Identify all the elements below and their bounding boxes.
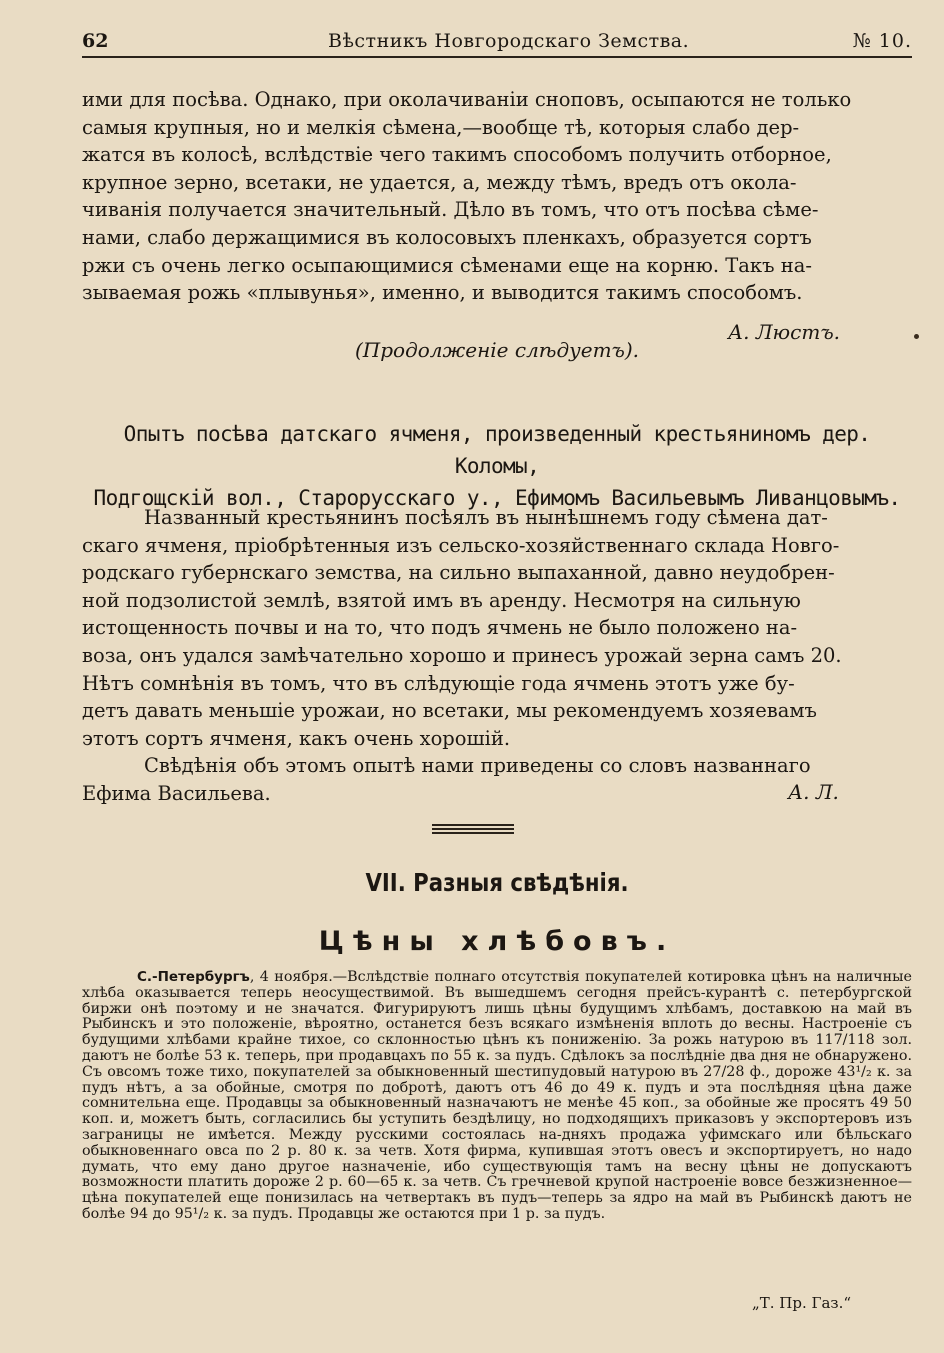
text-line: крупное зерно, всетаки, не удается, а, между тѣмъ, вредъ отъ окола- [82, 170, 797, 194]
article2-text [82, 504, 912, 808]
heading-line: Подгощскій вол., Старорусскаго у., Ефимомъ Васильевымъ Ливанцовымъ. [93, 486, 901, 510]
text-line: чиванія получается значительный. Дѣло въ томъ, что отъ посѣва сѣме- [82, 198, 819, 222]
text-line: ими для посѣва. Однако, при околачиваніи сноповъ, осыпаются не только [82, 88, 852, 111]
text-line: Ефима Васильева. [82, 781, 271, 805]
text-line: ной подзолистой землѣ, взятой имъ въ аренду. Несмотря на сильную [82, 588, 801, 612]
ink-dot [914, 334, 919, 339]
article1-signature: А. Люстъ. [728, 320, 841, 344]
text-line: Свѣдѣнія объ этомъ опытѣ нами приведены со словъ названнаго [144, 754, 811, 778]
text-line: скаго ячменя, пріобрѣтенныя изъ сельско-хозяйственнаго склада Новго- [82, 533, 840, 557]
page-number: 62 [82, 30, 109, 52]
article1-text [82, 86, 912, 307]
text-line: зываемая рожь «плывунья», именно, и выводится такимъ способомъ. [82, 281, 803, 305]
section-separator [432, 824, 514, 836]
report-city: С.-Петербургъ [137, 969, 250, 985]
article2-heading [82, 418, 912, 514]
section-subtitle: Цѣны хлѣбовъ. [318, 926, 676, 957]
text-line: ржи съ очень легко осыпающимися сѣменами еще на корню. Такъ на- [82, 253, 812, 277]
text-line: нами, слабо держащимися въ колосовыхъ пленкахъ, образуется сортъ [82, 225, 812, 249]
article2-signature: А. Л. [788, 780, 839, 804]
text-line: истощенность почвы и на то, что подъ ячмень не было положено на- [82, 616, 798, 640]
text-line: Названный крестьянинъ посѣялъ въ нынѣшнемъ году сѣмена дат- [144, 506, 828, 529]
text-line: этотъ сортъ ячменя, какъ очень хорошій. [82, 726, 511, 750]
header-rule [82, 56, 912, 58]
issue-number: № 10. [852, 30, 912, 52]
report-body: , 4 ноября.—Вслѣдствіе полнаго отсутствія покупателей котировка цѣнъ на наличные хлѣба оказывается теперь неосуществимой. Въ вышедшемъ сегодня прейсъ-курантѣ с. петербургской биржи онѣ поэтому и не значатся. Фигурируютъ лишь цѣны будущимъ хлѣбамъ, доставкою на май въ Рыбинскъ и это положеніе, вѣроятно, останется безъ всякаго измѣненія вплоть до весны. Настроеніе съ будущими хлѣбами крайне тихое, со склонностью цѣнъ къ пониженію. За рожь натурою въ 117/118 зол. даютъ не болѣе 53 к. теперь, при продавцахъ по 55 к. за пудъ. Сдѣлокъ за послѣдніе два дня не обнаружено. Съ овсомъ тоже тихо, покупателей за обыкновенный шестипудовый натурою въ 27/28 ф., дороже 43¹/₂ к. за пудъ нѣтъ, а за обойные, смотря по добротѣ, даютъ отъ 46 до 49 к. пудъ и эта послѣдняя цѣна даже сомнительна еще. Продавцы за обыкновенный назначаютъ не менѣе 45 коп., за обойные же просятъ 49 50 коп. и, можетъ быть, согласились бы уступить бездѣлицу, но подходящихъ приказовъ у экспортеровъ изъ заграницы не имѣется. Между русскими состоялась на-дняхъ продажа уфимскаго или бѣльскаго обыкновеннаго овса по 2 р. 80 к. за четв. Хотя фирма, купившая этотъ овесъ и экспортируетъ, но надо думать, что ему дано другое назначеніе, ибо существующія тамъ на весну цѣны не допускаютъ возможности платить дороже 2 р. 60—65 к. за четв. Съ гречневой крупой настроеніе вовсе безжизненное—цѣна покупателей еще понизилась на четвертакъ въ пудъ—теперь за ядро на май въ Рыбинскѣ даютъ не болѣе 94 до 95¹/₂ к. за пудъ. Продавцы же остаются при 1 р. за пудъ. [82, 969, 912, 1222]
section-title: VII. Разныя свѣдѣнія. [365, 868, 629, 897]
text-line: самыя крупныя, но и мелкія сѣмена,—вообще тѣ, которыя слабо дер- [82, 115, 800, 139]
journal-title: Вѣстникъ Новгородскаго Земства. [328, 30, 690, 52]
report-source: „Т. Пр. Газ.“ [752, 1294, 852, 1312]
heading-line: Опытъ посѣва датскаго ячменя, произведенный крестьяниномъ дер. Коломы, [123, 422, 871, 478]
text-line: детъ давать меньшіе урожаи, но всетаки, мы рекомендуемъ хозяевамъ [82, 699, 817, 723]
text-line: родскаго губернскаго земства, на сильно выпаханной, давно неудобрен- [82, 561, 835, 585]
text-line: Нѣтъ сомнѣнія въ томъ, что въ слѣдующіе года ячмень этотъ уже бу- [82, 671, 795, 695]
running-header [82, 26, 912, 56]
continuation-note: (Продолженіе слѣдуетъ). [355, 338, 640, 362]
text-line: воза, онъ удался замѣчательно хорошо и принесъ урожай зерна самъ 20. [82, 643, 842, 667]
price-report [82, 970, 912, 1223]
text-line: жатся въ колосѣ, вслѣдствіе чего такимъ способомъ получить отборное, [82, 143, 832, 167]
